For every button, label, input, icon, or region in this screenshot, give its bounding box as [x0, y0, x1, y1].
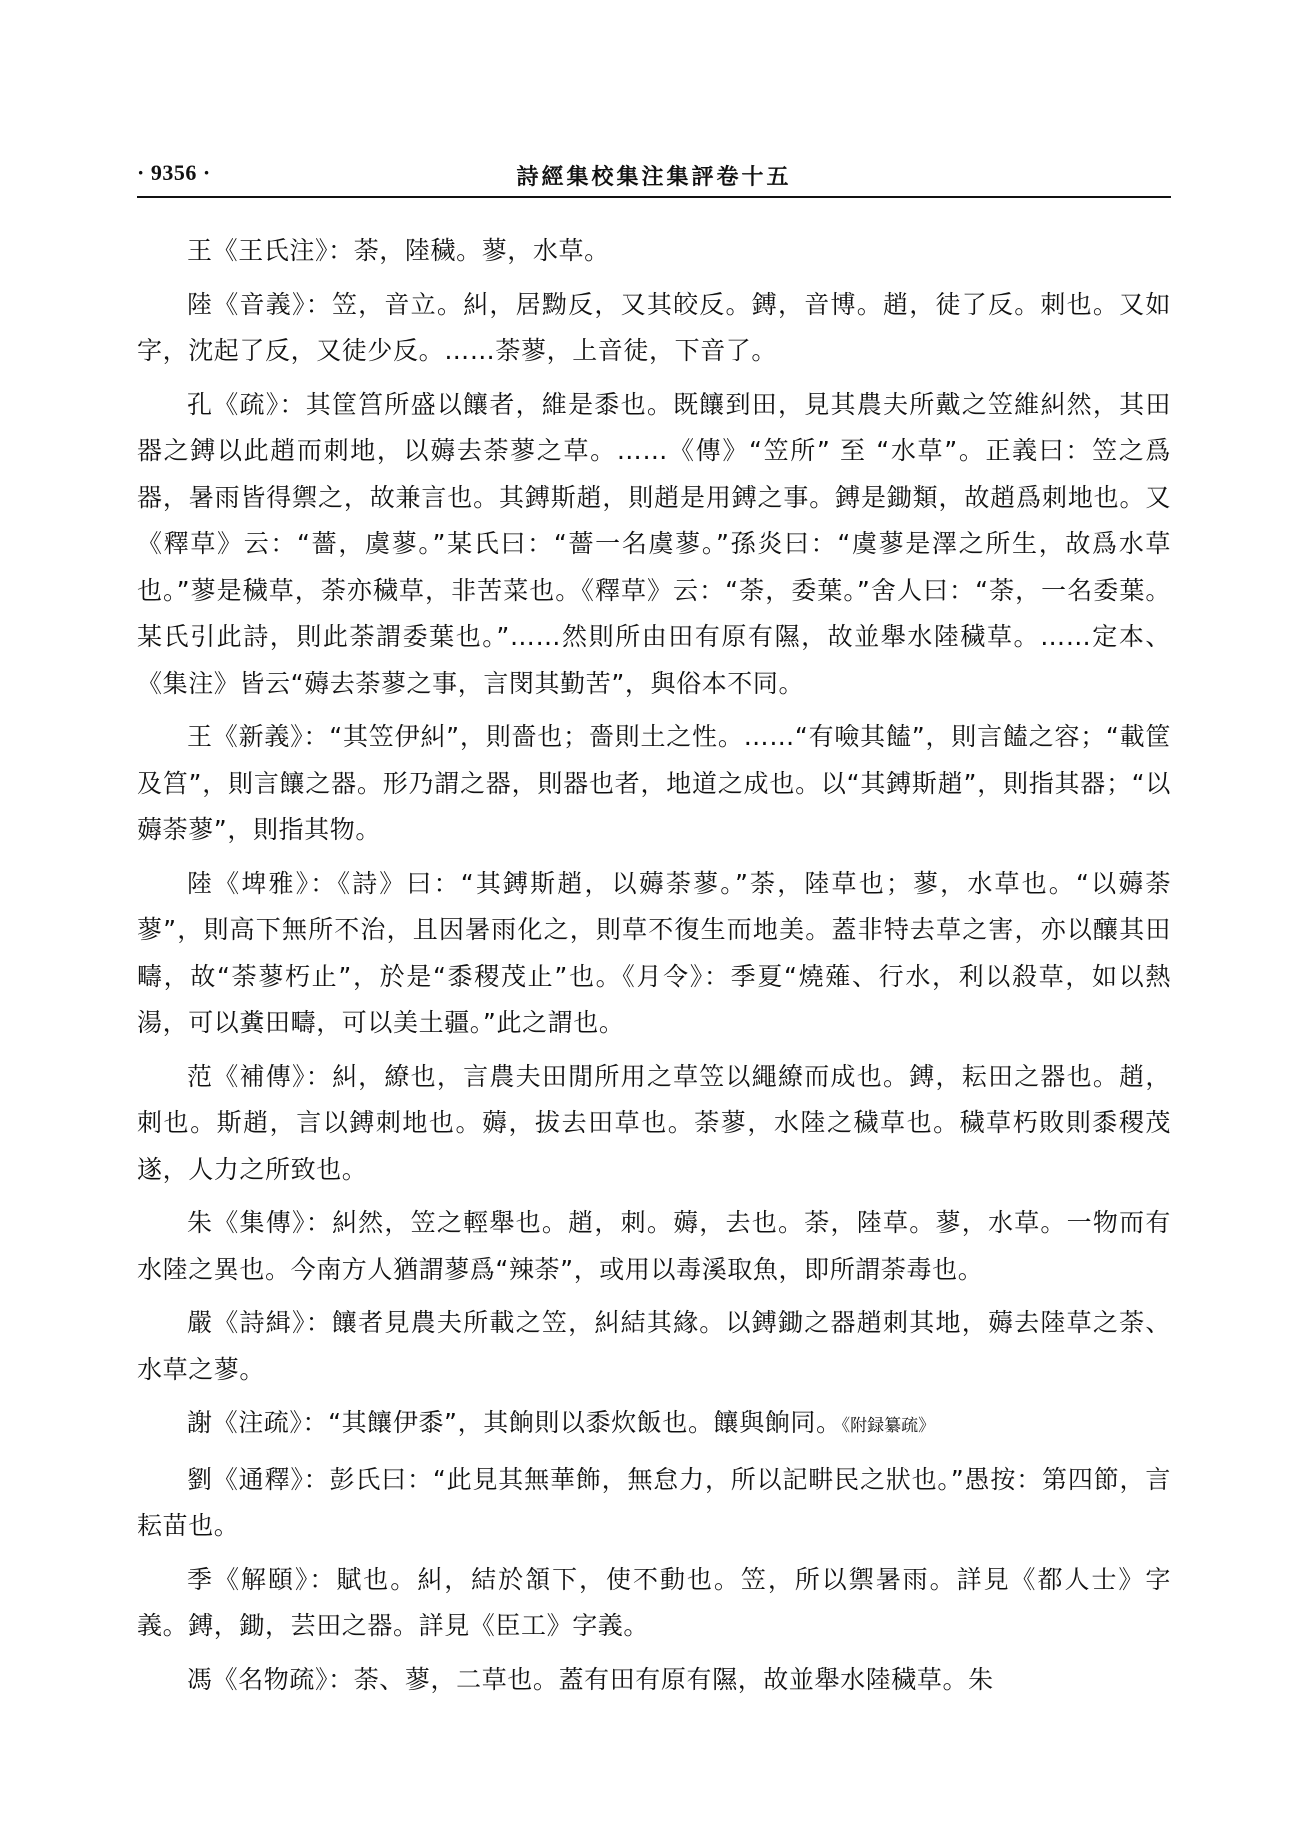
paragraph	[137, 1200, 1171, 1293]
paragraph	[137, 282, 1171, 375]
paragraph	[137, 861, 1171, 1047]
paragraph	[137, 1400, 1171, 1450]
header-rule	[137, 196, 1171, 198]
paragraph-text: 孔《疏》：其筐筥所盛以饟者，維是黍也。既饟到田，見其農夫所戴之笠維糾然，其田器之鎛以此趙而刺地，以薅去荼蓼之草。……《傳》“笠所” 至 “水草”。正義曰：笠之爲器，暑雨皆得禦之，故兼言也。其鎛斯趙，則趙是用鎛之事。鎛是鋤類，故趙爲刺地也。又《釋草》云：“薔，虞蓼。”某氏曰：“薔一名虞蓼。”孫炎曰：“虞蓼是澤之所生，故爲水草也。”蓼是穢草，荼亦穢草，非苦菜也。《釋草》云：“荼，委葉。”舍人曰：“荼，一名委葉。某氏引此詩，則此荼謂委葉也。”……然則所由田有原有隰，故並舉水陸穢草。……定本、《集注》皆云“薅去荼蓼之事，言閔其勤苦”，與俗本不同。	[137, 389, 1171, 698]
page-header	[137, 160, 1171, 196]
paragraph	[137, 1657, 1171, 1704]
paragraph-text: 季《解頤》：賦也。糾，結於頷下，使不動也。笠，所以禦暑雨。詳見《都人士》字義。鎛，鋤，芸田之器。詳見《臣工》字義。	[137, 1564, 1171, 1640]
paragraph	[137, 382, 1171, 708]
paragraph	[137, 1300, 1171, 1393]
paragraph-text: 劉《通釋》：彭氏曰：“此見其無華飾，無怠力，所以記畊民之狀也。”愚按：第四節，言耘苗也。	[137, 1464, 1171, 1540]
body-text	[137, 228, 1171, 1710]
source-note: 《附録纂疏》	[841, 1416, 936, 1436]
paragraph	[137, 228, 1171, 275]
paragraph-text: 朱《集傳》：糾然，笠之輕舉也。趙，刺。薅，去也。荼，陸草。蓼，水草。一物而有水陸之異也。今南方人猶謂蓼爲“辣荼”，或用以毒溪取魚，即所謂荼毒也。	[137, 1208, 1171, 1284]
running-title: 詩經集校集注集評卷十五	[516, 164, 792, 190]
paragraph-text: 嚴《詩緝》：饟者見農夫所載之笠，糾結其緣。以鎛鋤之器趙刺其地，薅去陸草之荼、水草之蓼。	[137, 1308, 1171, 1384]
paragraph	[137, 1557, 1171, 1650]
paragraph-text: 范《補傳》：糾，繚也，言農夫田閒所用之草笠以繩繚而成也。鎛，耘田之器也。趙，刺也。斯趙，言以鎛刺地也。薅，拔去田草也。荼蓼，水陸之穢草也。穢草朽敗則黍稷茂遂，人力之所致也。	[137, 1061, 1171, 1184]
paragraph-text: 謝《注疏》：“其饟伊黍”，其餉則以黍炊飯也。饟與餉同。	[187, 1408, 842, 1437]
paragraph	[137, 714, 1171, 854]
paragraph-text: 王《王氏注》：荼，陸穢。蓼，水草。	[187, 236, 610, 265]
paragraph-text: 馮《名物疏》：荼、蓼，二草也。蓋有田有原有隰，故並舉水陸穢草。朱	[187, 1664, 994, 1694]
paragraph	[137, 1054, 1171, 1194]
paragraph	[137, 1457, 1171, 1550]
paragraph-text: 陸《埤雅》：《詩》曰：“其鎛斯趙，以薅荼蓼。”荼，陸草也；蓼，水草也。“以薅荼蓼”，則高下無所不治，且因暑雨化之，則草不復生而地美。蓋非特去草之害，亦以釀其田疇，故“荼蓼朽止”，於是“黍稷茂止”也。《月令》：季夏“燒薙、行水，利以殺草，如以熱湯，可以糞田疇，可以美土疆。”此之謂也。	[137, 868, 1171, 1037]
paragraph-text: 陸《音義》：笠，音立。糾，居黝反，又其皎反。鎛，音博。趙，徒了反。刺也。又如字，沈起了反，又徒少反。……荼蓼，上音徒，下音了。	[137, 289, 1171, 365]
paragraph-text: 王《新義》：“其笠伊糾”，則嗇也；嗇則土之性。……“有噞其饁”，則言饁之容；“載筐及筥”，則言饟之器。形乃謂之器，則器也者，地道之成也。以“其鎛斯趙”，則指其器；“以薅荼蓼”，則指其物。	[137, 722, 1171, 844]
page-number: · 9356 ·	[137, 160, 211, 185]
